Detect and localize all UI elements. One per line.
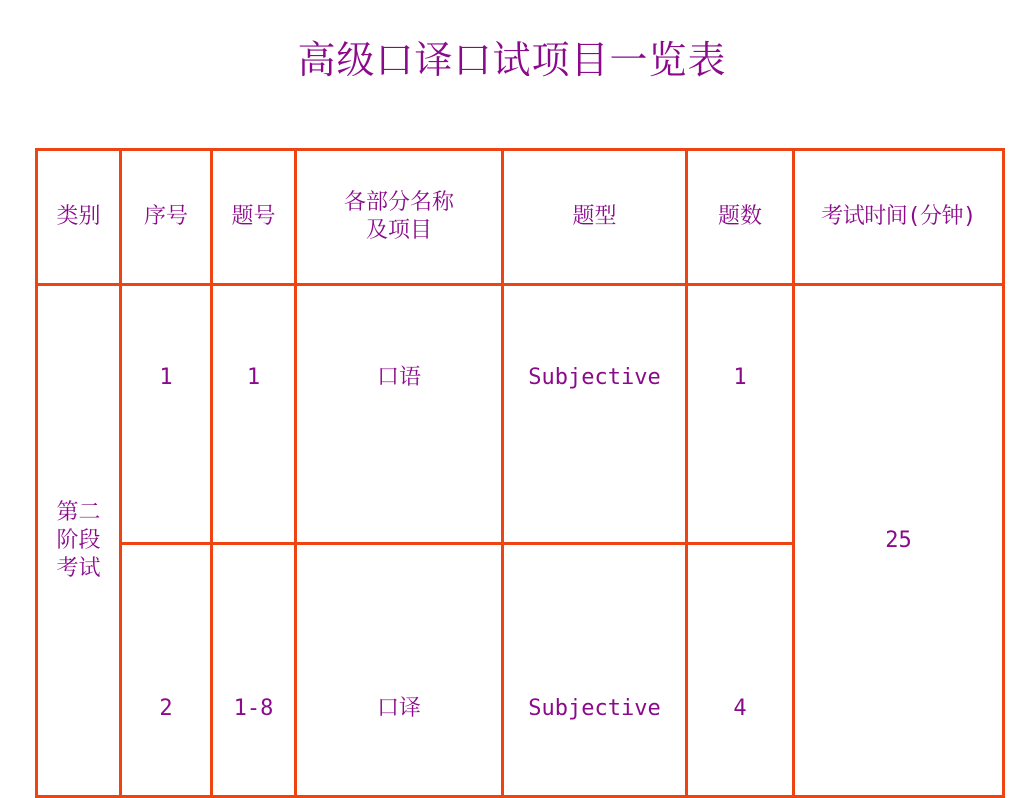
header-exam-time: 考试时间(分钟) bbox=[794, 150, 1004, 285]
question-count-cell: 1 bbox=[687, 285, 794, 544]
table-row bbox=[37, 285, 1004, 544]
exam-time-cell: 25 bbox=[794, 285, 1004, 797]
header-question-count: 题数 bbox=[687, 150, 794, 285]
question-count-cell: 4 bbox=[687, 544, 794, 797]
header-section-name: 各部分名称 及项目 bbox=[296, 150, 503, 285]
section-name-cell: 口译 bbox=[296, 544, 503, 797]
header-question-no: 题号 bbox=[212, 150, 296, 285]
table-header-row bbox=[37, 150, 1004, 285]
seq-no-cell: 2 bbox=[121, 544, 212, 797]
exam-items-table bbox=[35, 148, 1005, 798]
header-category: 类别 bbox=[37, 150, 121, 285]
category-cell: 第二 阶段 考试 bbox=[37, 285, 121, 797]
slide-title: 高级口译口试项目一览表 bbox=[297, 38, 727, 82]
header-question-type: 题型 bbox=[503, 150, 687, 285]
question-type-cell: Subjective bbox=[503, 285, 687, 544]
section-name-cell: 口语 bbox=[296, 285, 503, 544]
header-seq-no: 序号 bbox=[121, 150, 212, 285]
question-no-cell: 1-8 bbox=[212, 544, 296, 797]
question-type-cell: Subjective bbox=[503, 544, 687, 797]
question-no-cell: 1 bbox=[212, 285, 296, 544]
seq-no-cell: 1 bbox=[121, 285, 212, 544]
